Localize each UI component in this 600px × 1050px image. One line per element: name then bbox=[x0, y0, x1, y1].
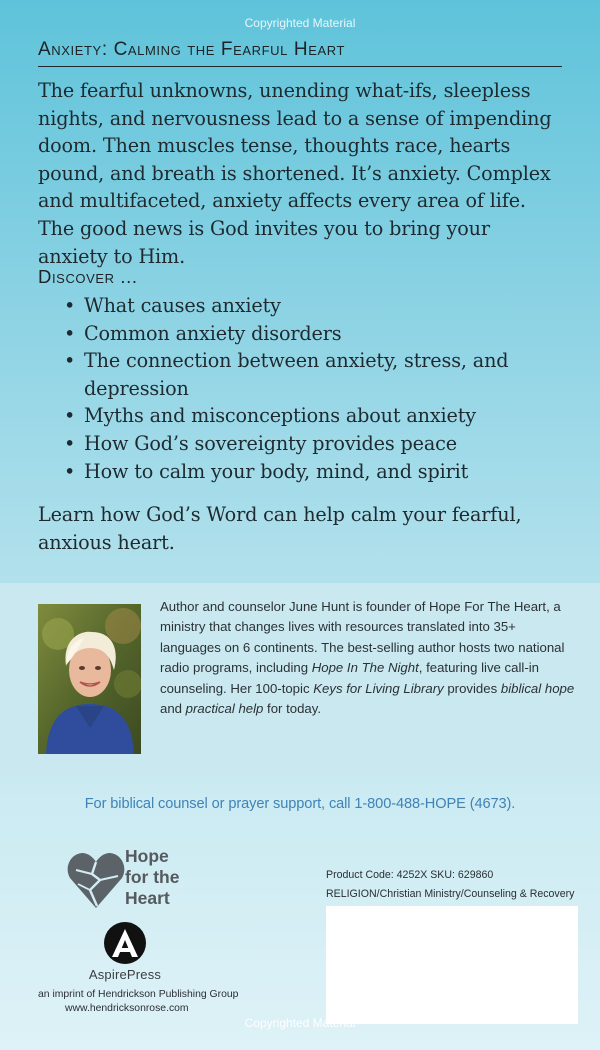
publisher-website: www.hendricksonrose.com bbox=[65, 1003, 189, 1014]
publisher-imprint: an imprint of Hendrickson Publishing Group bbox=[38, 989, 239, 1000]
intro-paragraph: The fearful unknowns, unending what-ifs, sleepless nights, and nervousness lead to a sense of impending doom. Then muscles tense, thoughts race, hearts pound, and breath is shortened. It’s anxiety. Complex and multifaceted, anxiety affects every area of life. The good news is God invites you to bring your anxiety to Him. bbox=[38, 79, 552, 268]
hope-for-the-heart-logo bbox=[66, 846, 216, 914]
publisher-name: AspirePress bbox=[88, 967, 162, 982]
list-item: • How God’s sovereignty provides peace bbox=[62, 430, 532, 458]
list-item: • Common anxiety disorders bbox=[62, 320, 532, 348]
author-section bbox=[0, 583, 600, 776]
copyright-watermark-bottom: Copyrighted Material bbox=[244, 1016, 356, 1030]
product-code: Product Code: 4252X SKU: 629860 bbox=[326, 869, 494, 881]
author-photo bbox=[38, 604, 141, 754]
product-category: RELIGION/Christian Ministry/Counseling & Recovery bbox=[326, 888, 575, 900]
aspire-a-icon bbox=[103, 921, 147, 965]
barcode-area bbox=[326, 906, 578, 1024]
list-item: • What causes anxiety bbox=[62, 292, 532, 320]
page-title: Anxiety: Calming the Fearful Heart bbox=[38, 38, 562, 67]
discover-list bbox=[62, 292, 532, 485]
list-item: • The connection between anxiety, stress, and depression bbox=[62, 347, 532, 402]
list-item: • How to calm your body, mind, and spirit bbox=[62, 458, 532, 486]
cracked-heart-icon bbox=[66, 848, 126, 910]
contact-line: For biblical counsel or prayer support, call 1-800-488-HOPE (4673). bbox=[84, 796, 516, 812]
author-portrait-image bbox=[38, 604, 141, 754]
closing-paragraph: Learn how God’s Word can help calm your fearful, anxious heart. bbox=[38, 503, 522, 554]
list-item: • Myths and misconceptions about anxiety bbox=[62, 402, 532, 430]
hope-logo-text: Hope for the Heart bbox=[125, 846, 180, 908]
discover-heading: Discover ... bbox=[38, 266, 138, 287]
product-info bbox=[326, 866, 574, 904]
copyright-watermark-top: Copyrighted Material bbox=[244, 16, 356, 30]
author-bio: Author and counselor June Hunt is founder of Hope For The Heart, a ministry that changes lives with resources translated into 35+ languages on 6 continents. The best-selling author hosts two national radio programs, including Hope In The Night, featuring live call-in counseling. Her 100-topic Keys for Living Library provides biblical hope and practical help for today. bbox=[160, 599, 575, 717]
